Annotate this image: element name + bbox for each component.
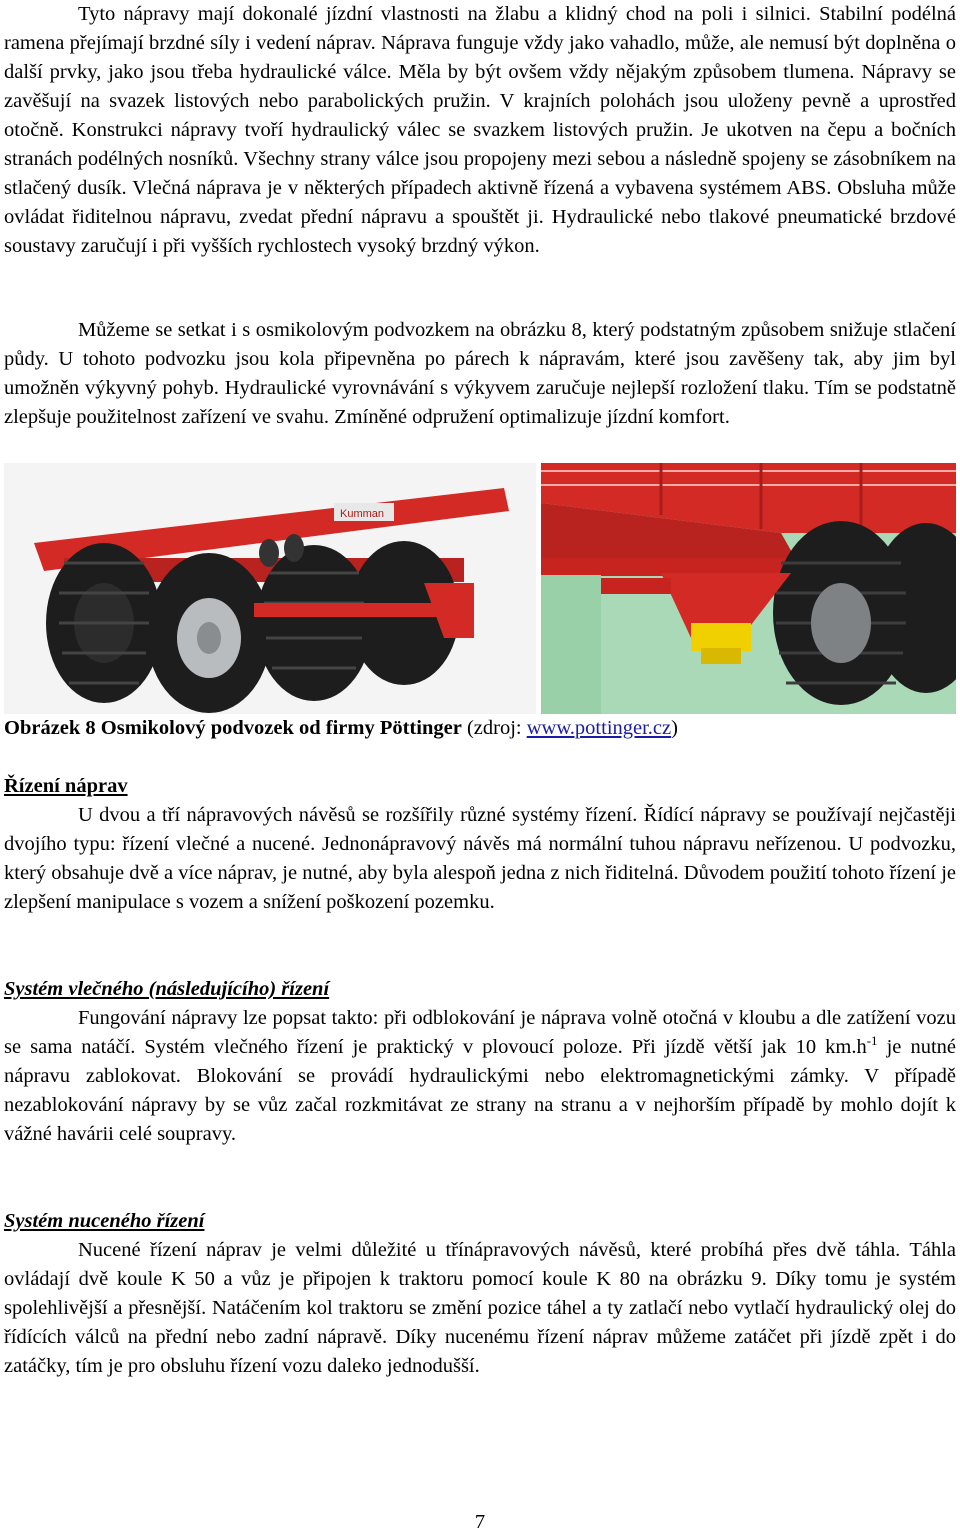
section-axle-steering [4, 772, 956, 917]
trailing-text-a: Fungování nápravy lze popsat takto: při odblokování je náprava volně otočná v kloubu a dle zatížení vozu se sama natáčí. Systém vlečného řízení je praktický v plovoucí poloze. Při jízdě větší jak 10 km.h [4, 1007, 956, 1058]
page-number: 7 [474, 1511, 486, 1533]
caption-source-suffix: ) [671, 717, 678, 739]
brand-label: Kumman [340, 508, 385, 520]
heading-forced-steering: Systém nuceného řízení [4, 1210, 205, 1232]
source-link[interactable]: www.pottinger.cz [526, 717, 672, 739]
axle-steering-text: U dvou a tří nápravových návěsů se rozšířily různé systémy řízení. Řídící nápravy se používají nejčastěji dvojího typu: řízení vlečné a nucené. Jednonápravový návěs má normální tuhou nápravu neřízenou. U podvozku, který obsahuje dvě a více náprav, je nutné, aby byla alespoň jedna z nich řiditelná. Důvodem použití tohoto řízení je zlepšení manipulace s vozem a snížení poškození pozemku. [4, 804, 956, 913]
trailing-steering-text [4, 1004, 956, 1149]
paragraph-axles [4, 0, 956, 261]
paragraph-axles-text: Tyto nápravy mají dokonalé jízdní vlastnosti na žlabu a klidný chod na poli i silnici. Stabilní podélná ramena přejímají brzdné síly i vedení náprav. Náprava funguje vždy jako vahadlo, může, ale nemusí být doplněna o další prvky, jako jsou třeba hydraulické válce. Měla by být ovšem vždy nějakým způsobem tlumena. Nápravy se zavěšují na svazek listových nebo parabolických pružin. V krajních polohách jsou uloženy pevně a uprostřed otočně. Konstrukci nápravy tvoří hydraulický válec se svazkem listových pružin. Je ukotven na čepu a bočních stranách podélných nosníků. Všechny strany válce jsou propojeny mezi sebou a následně spojeny se zásobníkem na stlačený dusík. Vlečná náprava je v některých případech aktivně řízená a vybavena systémem ABS. Obsluha může ovládat řiditelnou nápravu, zvedat přední nápravu a spouštět ji. Hydraulické nebo tlakové pneumatické brzdové soustavy zaručují i při vyšších rychlostech vysoký brzdný výkon. [4, 3, 956, 257]
paragraph-eight-wheel-text: Můžeme se setkat i s osmikolovým podvozkem na obrázku 8, který podstatným způsobem snižuje stlačení půdy. U tohoto podvozku jsou kola připevněna po párech k nápravám, které jsou zavěšeny tak, aby jim byl umožněn výkyvný pohyb. Hydraulické vyrovnávání s výkyvem zaručuje nejlepší rozložení tlaku. Tím se podstatně zlepšuje použitelnost zařízení ve svahu. Zmíněné odpružení optimalizuje jízdní komfort. [4, 319, 956, 428]
chassis-illustration [4, 463, 536, 714]
trailer-illustration [541, 463, 956, 714]
figure-8-photos [4, 463, 956, 714]
section-forced-steering [4, 1207, 956, 1381]
figure-caption [4, 714, 956, 743]
photo-trailer [541, 463, 956, 714]
forced-steering-text: Nucené řízení náprav je velmi důležité u třínápravových návěsů, které probíhá přes dvě táhla. Táhla ovládají dvě koule K 50 a vůz je připojen k traktoru pomocí koule K 80 na obrázku 9. Díky tomu je systém spolehlivější a přesnější. Natáčením kol traktoru se změní pozice táhel a ty zatlačí nebo vytlačí hydraulický olej do řídících válců na přední nebo zadní nápravě. Díky nucenému řízení náprav můžeme zatáčet při jízdě zpět i do zatáčky, tím je pro obsluhu řízení vozu daleko jednodušší. [4, 1239, 956, 1377]
heading-axle-steering: Řízení náprav [4, 775, 128, 797]
caption-title: Obrázek 8 Osmikolový podvozek od firmy Pöttinger [4, 717, 462, 739]
heading-trailing-steering: Systém vlečného (následujícího) řízení [4, 978, 330, 1000]
trailing-text-b: je nutné nápravu zablokovat. Blokování se provádí hydraulickými nebo elektromagnetickými zámky. V případě nezablokování nápravy by se vůz začal rozkmitávat ze strany na stranu a v nejhorším případě by mohlo dojít k vážné havárii celé soupravy. [4, 1036, 956, 1145]
paragraph-eight-wheel [4, 316, 956, 432]
unit-exponent: -1 [866, 1033, 878, 1049]
caption-source-prefix: (zdroj: [461, 717, 527, 739]
section-trailing-steering [4, 975, 956, 1149]
photo-eight-wheel-chassis [4, 463, 536, 714]
